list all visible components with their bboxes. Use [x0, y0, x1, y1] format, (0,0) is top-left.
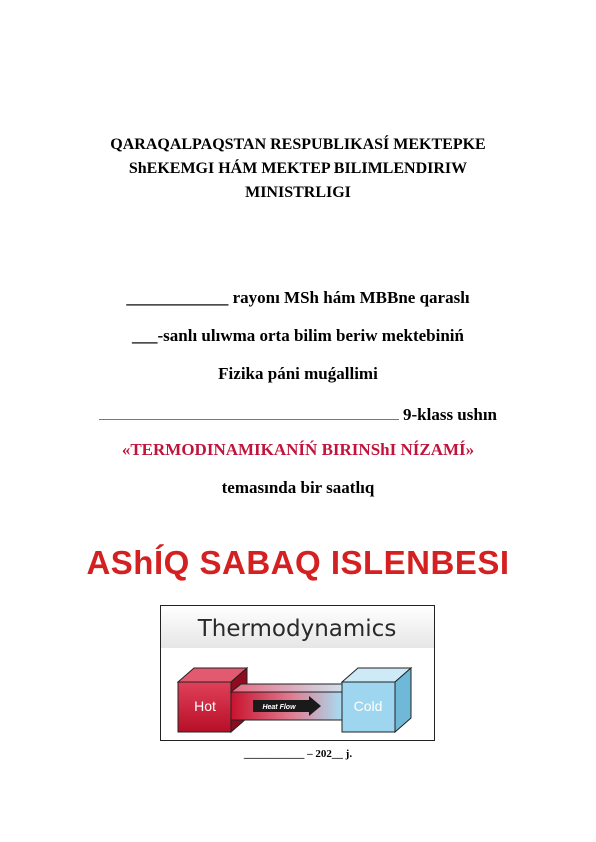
- teacher-line: Fizika páni muǵallimi: [218, 364, 378, 383]
- grade-text: 9-klass ushın: [402, 405, 498, 424]
- figure-title: Thermodynamics: [197, 616, 397, 642]
- lesson-duration-line: temasında bir saatlıq: [221, 478, 375, 497]
- ministry-header: [0, 133, 596, 205]
- school-line: ___-sanlı ulıwma orta bilim beriw mektebiniń: [132, 326, 464, 345]
- cold-label: Cold: [353, 698, 383, 714]
- ministry-line-2: ShEKEMGI HÁM MEKTEP BILIMLENDIRIW: [128, 160, 468, 177]
- heat-flow-label: Heat Flow: [262, 704, 296, 711]
- lesson-topic: «TERMODINAMIKANÍŃ BIRINShI NÍZAMÍ»: [121, 440, 475, 459]
- date-line: ___________ – 202__ j.: [243, 748, 353, 760]
- heat-flow-diagram: [161, 606, 434, 740]
- thermodynamics-figure: [160, 605, 435, 741]
- grade-line: [0, 401, 596, 425]
- hot-label: Hot: [194, 698, 216, 714]
- document-title: AShÍQ SABAQ ISLENBESI: [86, 544, 510, 581]
- ministry-line-3: MINISTRLIGI: [245, 184, 351, 201]
- district-line: ____________ rayonı MSh hám MBBne qaraslı: [126, 288, 470, 307]
- heat-bar-top: [231, 684, 352, 692]
- teacher-name-blank: [99, 401, 399, 420]
- ministry-line-1: QARAQALPAQSTAN RESPUBLIKASÍ MEKTEPKE: [110, 136, 486, 153]
